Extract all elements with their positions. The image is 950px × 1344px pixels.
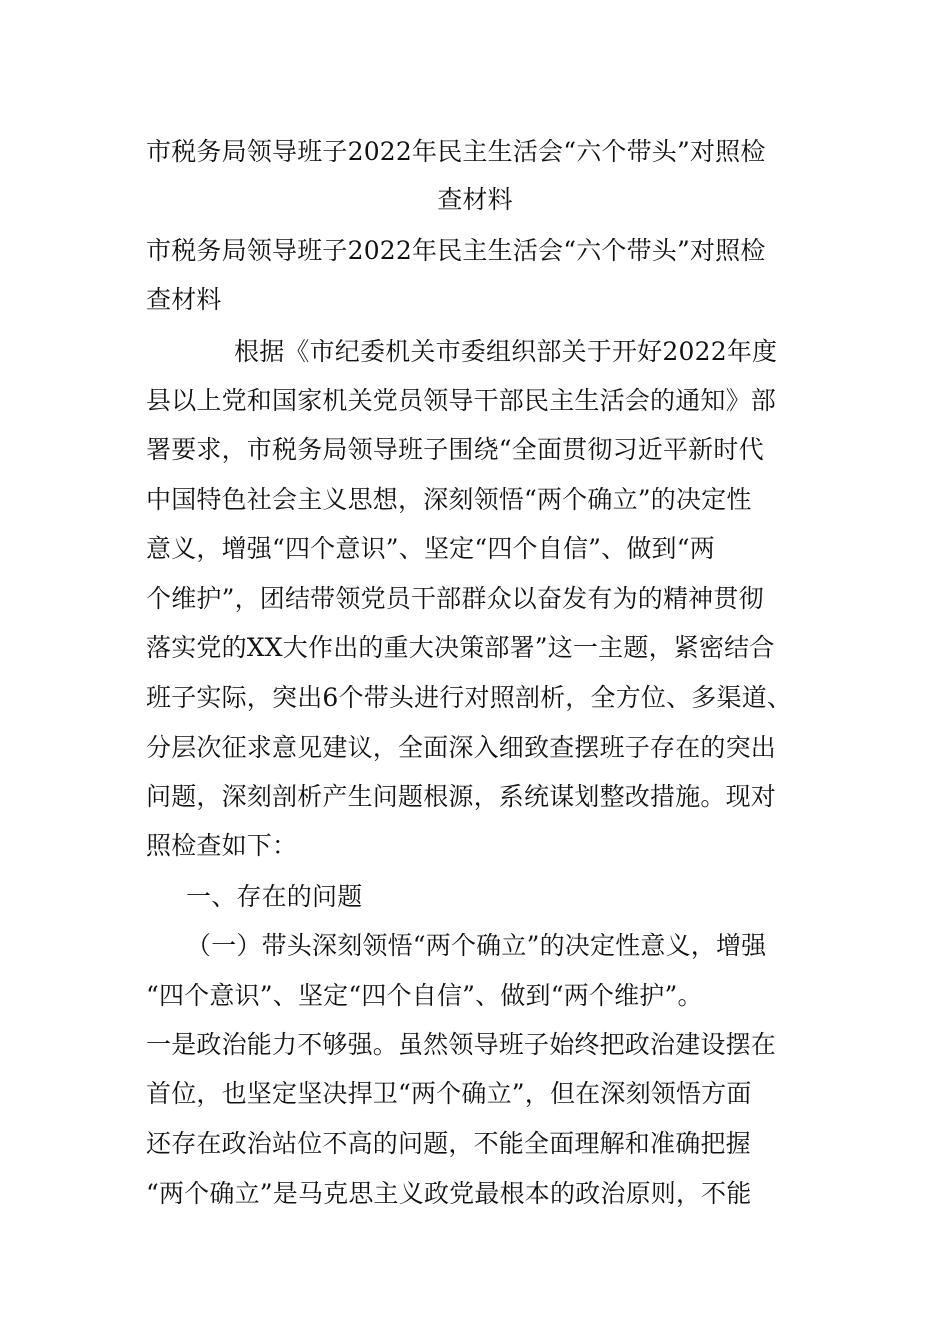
intro-paragraph-line: 班子实际，突出6个带头进行对照剖析，全方位、多渠道、 bbox=[146, 683, 793, 712]
document-title-line-1: 市税务局领导班子2022年民主生活会“六个带头”对照检 bbox=[146, 137, 766, 166]
subsection-heading-line: （一）带头深刻领悟“两个确立”的决定性意义，增强 bbox=[186, 931, 767, 960]
intro-paragraph-line: 问题，深刻剖析产生问题根源，系统谋划整改措施。现对 bbox=[146, 782, 777, 811]
body-paragraph-line: 还存在政治站位不高的问题，不能全面理解和准确把握 bbox=[146, 1129, 751, 1158]
intro-paragraph-line: 意义，增强“四个意识”、坚定“四个自信”、做到“两 bbox=[146, 534, 715, 563]
body-paragraph-line: 首位，也坚定坚决捍卫“两个确立”，但在深刻领悟方面 bbox=[146, 1079, 752, 1108]
subsection-heading-line: “四个意识”、坚定“四个自信”、做到“两个维护”。 bbox=[146, 981, 703, 1010]
body-paragraph-line: 一是政治能力不够强。虽然领导班子始终把政治建设摆在 bbox=[146, 1030, 777, 1059]
intro-paragraph-line: 署要求，市税务局领导班子围绕“全面贯彻习近平新时代 bbox=[146, 435, 764, 464]
intro-paragraph-line: 落实党的XX大作出的重大决策部署”这一主题，紧密结合 bbox=[146, 633, 775, 662]
body-paragraph-line: “两个确立”是马克思主义政党最根本的政治原则，不能 bbox=[146, 1179, 752, 1208]
section-heading: 一、存在的问题 bbox=[186, 882, 363, 911]
intro-paragraph-line: 个维护”，团结带领党员干部群众以奋发有为的精神贯彻 bbox=[146, 584, 764, 613]
intro-paragraph-line: 分层次征求意见建议，全面深入细致查摆班子存在的突出 bbox=[146, 733, 777, 762]
intro-paragraph-line: 根据《市纪委机关市委组织部关于开好2022年度 bbox=[234, 337, 778, 366]
document-heading-line-2: 查材料 bbox=[146, 285, 222, 314]
intro-paragraph-line: 县以上党和国家机关党员领导干部民主生活会的通知》部 bbox=[146, 386, 777, 415]
document-heading-line-1: 市税务局领导班子2022年民主生活会“六个带头”对照检 bbox=[146, 236, 766, 265]
intro-paragraph-line: 照检查如下： bbox=[146, 831, 298, 860]
document-title-line-2: 查材料 bbox=[437, 185, 513, 214]
intro-paragraph-line: 中国特色社会主义思想，深刻领悟“两个确立”的决定性 bbox=[146, 485, 752, 514]
